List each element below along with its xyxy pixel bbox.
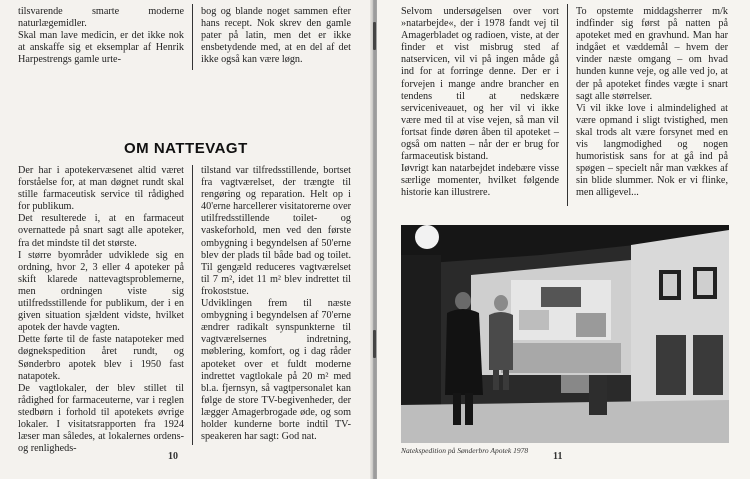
left-col1-body-text: Der har i apotekervæsenet altid været forståelse for, at man døgnet rundt skal stille farmaceutisk service til rådighed for publikum. Det resulterede i, at en farmaceut overnattede på snart sagt alle apoteker, fra det mindste til det største. I større byområder udviklede sig en ordning, hvor 2, 3 eller 4 apoteker på skift klarede nattevagtsproblemerne, men ordningen viste sig utilfredsstillende for publikum, der i en given situation sjældent vidste, hvilket apotek der havde vagten. Dette førte til de faste natapoteker med døgnekspedition året rundt, og Sønderbro apotek blev i 1950 fast natapotek. De vagtlokaler, der blev stillet til rådighed for farmaceuterne, var i reglen stedbørn i forhold til apotekets øvrige lokaler. I visitatsrapporten fra 1924 læser man således, at lokalernes ordens- og renligheds-: [18, 165, 184, 455]
staple-bottom: [373, 330, 376, 358]
right-page: [377, 0, 750, 479]
left-col1-top-text: tilsvarende smarte moderne naturlægemidler. Skal man lave medicin, er det ikke nok at anskaffe sig et eksemplar af Henrik Harpestrengs gamle urte-: [18, 6, 184, 66]
left-col2-body-text: tilstand var tilfredsstillende, bortset fra vagtværelset, der trængte til rengøring og reparation. Helt op i 40'erne harcellerer visitatorerne over utilfredsstillende toilet- og vaskeforhold, men ved den første ombygning i begyndelsen af 50'erne blev der plads til både bad og toilet. Til gengæld reduceres vagtværelset til 7 m², idet 11 m² blev indrettet til frokoststue. Udviklingen frem til næste ombygning i begyndelsen af 70'erne ændrer radikalt synspunkterne til vagtværelsernes indretning, møblering, komfort, og i dag råder apoteket over et fuldt moderne indrettet vagtlokale på 20 m² med bl.a. fjernsyn, så vagtpersonalet kan følge de store TV-begivenheder, der lægger Amagerbrogade øde, og som holder kunderne borte indtil TV-speakeren har sagt: God nat.: [201, 165, 351, 443]
right-col2-text: To opstemte middagsherrer m/k indfinder sig først på natten på apoteket med en gravhund. Man har indgået et væddemål – hvem der vinder næste omgang – om hvad hunden kunne veje, og alle ved jo, at der på apoteket findes vægte i snart sagt alle størrelser. Vi vil ikke love i almindelighed at være opmand i sligt tvistighed, men skal trods alt være forsynet med en vis langmodighed og nogen humoristisk sans for at gå ind på spøgen – specielt når man vækkes af sin blide slummer. Nok er vi flinke, men alligevel...: [576, 6, 728, 199]
photo-caption: Natekspedition på Sønderbro Apotek 1978: [401, 446, 529, 455]
pharmacy-photo: [401, 225, 729, 443]
left-col2-top-text: bog og blande noget sammen efter hans recept. Nok skrev den gamle pater på latin, men det er ikke ensbetydende med, at en del af det ikke også kan være løgn.: [201, 6, 351, 66]
column-rule-right: [567, 4, 568, 206]
page-number-left: 10: [168, 451, 178, 462]
column-rule-top: [192, 4, 193, 70]
section-heading: OM NATTEVAGT: [124, 140, 248, 157]
page-number-right: 11: [553, 451, 563, 462]
staple-top: [373, 22, 376, 50]
left-page: [0, 0, 373, 479]
right-col1-text: Selvom undersøgelsen over vort »natarbejde«, der i 1978 fandt vej til Amagerbladet og radioen, viste, at der finder et vist misbrug sted af natservicen, vil vi på ingen måde gå ind for at forringe denne. Der er i forvejen i mange andre brancher en tendens til at nedskære serviceniveauet, og her vil vi ikke være med til at vise vejen, så man vil fortsat finde døren åben til apoteket – også om natten – når der er brug for farmaceutisk bistand. Iøvrigt kan natarbejdet indebære visse særlige momenter, hvilket følgende historie kan illustrere.: [401, 6, 559, 199]
column-rule-bottom: [192, 165, 193, 445]
